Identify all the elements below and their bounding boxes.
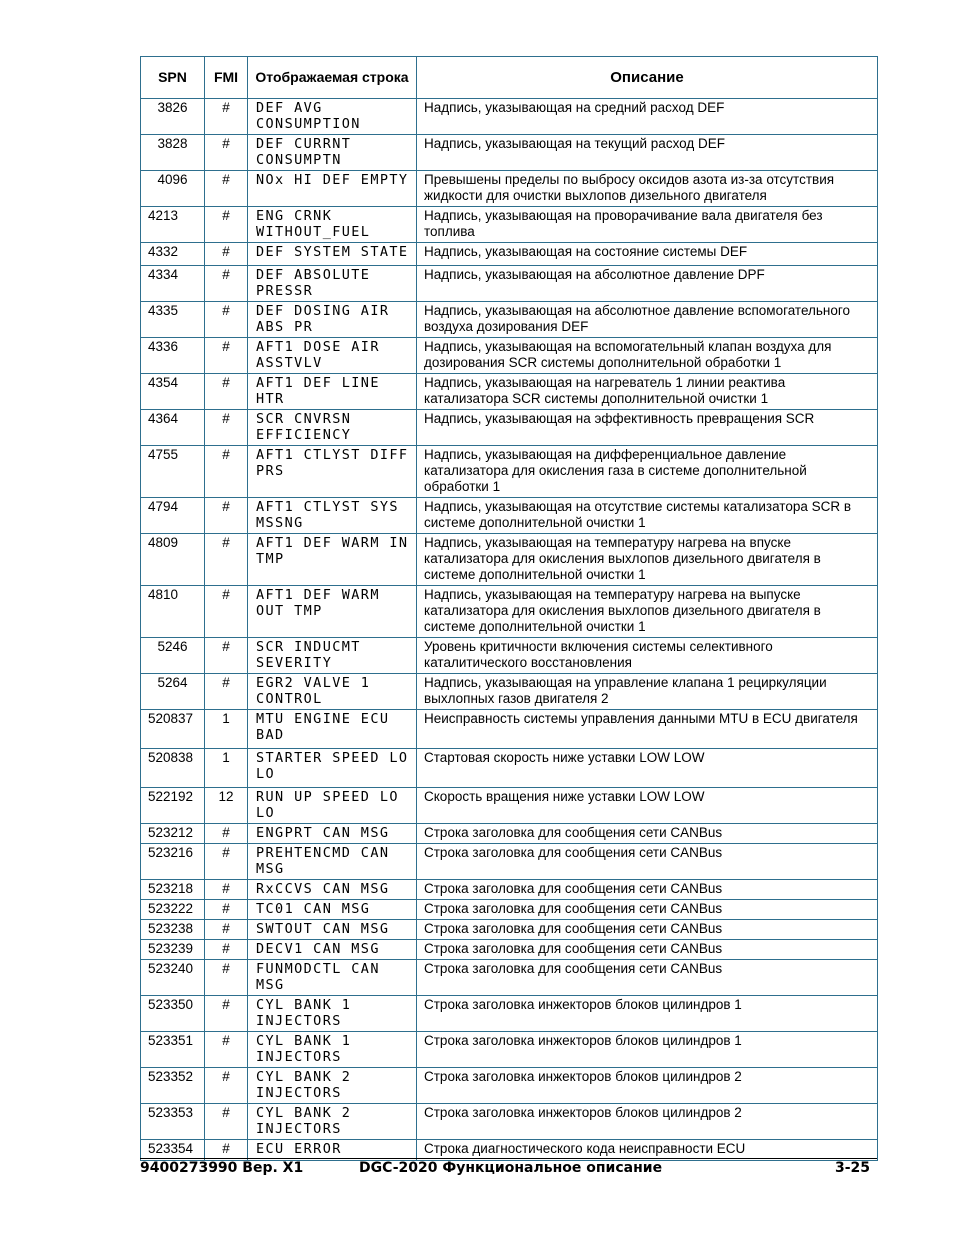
table-body bbox=[141, 99, 878, 1161]
fmi-cell: # bbox=[205, 638, 248, 674]
table-row bbox=[141, 1068, 878, 1104]
spn-cell: 523212 bbox=[141, 824, 205, 844]
table-row bbox=[141, 266, 878, 302]
description-cell: Стартовая скорость ниже уставки LOW LOW bbox=[417, 749, 878, 788]
display-string-cell: DEF AVG CONSUMPTION bbox=[248, 99, 417, 135]
display-string-cell: EGR2 VALVE 1 CONTROL bbox=[248, 674, 417, 710]
display-string-cell: ECU ERROR bbox=[248, 1140, 417, 1161]
display-string-cell: DEF DOSING AIR ABS PR bbox=[248, 302, 417, 338]
spn-cell: 4794 bbox=[141, 498, 205, 534]
display-string-cell: AFT1 DEF LINE HTR bbox=[248, 374, 417, 410]
display-string-cell: ENGPRT CAN MSG bbox=[248, 824, 417, 844]
description-cell: Надпись, указывающая на нагреватель 1 линии реактива катализатора SCR системы дополнительной очистки 1 bbox=[417, 374, 878, 410]
table-row bbox=[141, 880, 878, 900]
table-row bbox=[141, 207, 878, 243]
table-row bbox=[141, 99, 878, 135]
spn-cell: 522192 bbox=[141, 788, 205, 824]
fmi-cell: # bbox=[205, 996, 248, 1032]
table-row bbox=[141, 446, 878, 498]
description-cell: Строка заголовка для сообщения сети CANBus bbox=[417, 880, 878, 900]
spn-cell: 523238 bbox=[141, 920, 205, 940]
description-cell: Строка диагностического кода неисправности ECU bbox=[417, 1140, 878, 1161]
description-cell: Надпись, указывающая на текущий расход DEF bbox=[417, 135, 878, 171]
fmi-cell: # bbox=[205, 410, 248, 446]
display-string-cell: PREHTENCMD CAN MSG bbox=[248, 844, 417, 880]
spn-cell: 4354 bbox=[141, 374, 205, 410]
table-row bbox=[141, 824, 878, 844]
table-row bbox=[141, 374, 878, 410]
display-string-cell: DEF CURRNT CONSUMPTN bbox=[248, 135, 417, 171]
fmi-cell: # bbox=[205, 880, 248, 900]
spn-cell: 5246 bbox=[141, 638, 205, 674]
fmi-cell: # bbox=[205, 498, 248, 534]
display-string-cell: CYL BANK 2 INJECTORS bbox=[248, 1068, 417, 1104]
spn-cell: 523239 bbox=[141, 940, 205, 960]
description-cell: Строка заголовка для сообщения сети CANBus bbox=[417, 940, 878, 960]
spn-cell: 523222 bbox=[141, 900, 205, 920]
display-string-cell: DECV1 CAN MSG bbox=[248, 940, 417, 960]
description-cell: Строка заголовка для сообщения сети CANBus bbox=[417, 824, 878, 844]
description-cell: Надпись, указывающая на абсолютное давление DPF bbox=[417, 266, 878, 302]
table-row bbox=[141, 749, 878, 788]
spn-cell: 523354 bbox=[141, 1140, 205, 1161]
table-row bbox=[141, 996, 878, 1032]
description-cell: Надпись, указывающая на вспомогательный клапан воздуха для дозирования SCR системы дополнительной обработки 1 bbox=[417, 338, 878, 374]
description-cell: Скорость вращения ниже уставки LOW LOW bbox=[417, 788, 878, 824]
fmi-cell: # bbox=[205, 1140, 248, 1161]
table-row bbox=[141, 338, 878, 374]
display-string-cell: FUNMODCTL CAN MSG bbox=[248, 960, 417, 996]
spn-cell: 4810 bbox=[141, 586, 205, 638]
spn-cell: 523351 bbox=[141, 1032, 205, 1068]
display-string-cell: STARTER SPEED LO LO bbox=[248, 749, 417, 788]
spn-cell: 3828 bbox=[141, 135, 205, 171]
spn-cell: 4332 bbox=[141, 243, 205, 266]
fmi-cell: # bbox=[205, 135, 248, 171]
description-cell: Надпись, указывающая на состояние системы DEF bbox=[417, 243, 878, 266]
footer-doc-number: 9400273990 Вер. X1 bbox=[140, 1160, 304, 1176]
fmi-cell: # bbox=[205, 207, 248, 243]
spn-cell: 5264 bbox=[141, 674, 205, 710]
table-row bbox=[141, 940, 878, 960]
description-cell: Строка заголовка для сообщения сети CANBus bbox=[417, 900, 878, 920]
table-row bbox=[141, 960, 878, 996]
description-cell: Неисправность системы управления данными MTU в ECU двигателя bbox=[417, 710, 878, 749]
table-row bbox=[141, 410, 878, 446]
display-string-cell: CYL BANK 2 INJECTORS bbox=[248, 1104, 417, 1140]
table-row bbox=[141, 920, 878, 940]
display-string-cell: DEF ABSOLUTE PRESSR bbox=[248, 266, 417, 302]
description-cell: Превышены пределы по выбросу оксидов азота из-за отсутствия жидкости для очистки выхлопов дизельного двигателя bbox=[417, 171, 878, 207]
display-string-cell: RUN UP SPEED LO LO bbox=[248, 788, 417, 824]
description-cell: Строка заголовка инжекторов блоков цилиндров 2 bbox=[417, 1068, 878, 1104]
table-row bbox=[141, 243, 878, 266]
display-string-cell: CYL BANK 1 INJECTORS bbox=[248, 996, 417, 1032]
spn-cell: 523240 bbox=[141, 960, 205, 996]
table-row bbox=[141, 638, 878, 674]
table-row bbox=[141, 135, 878, 171]
table-row bbox=[141, 1104, 878, 1140]
description-cell: Строка заголовка для сообщения сети CANBus bbox=[417, 844, 878, 880]
description-cell: Надпись, указывающая на дифференциальное давление катализатора для окисления газа в системе дополнительной обработки 1 bbox=[417, 446, 878, 498]
description-cell: Строка заголовка инжекторов блоков цилиндров 1 bbox=[417, 996, 878, 1032]
spn-cell: 523216 bbox=[141, 844, 205, 880]
fmi-cell: # bbox=[205, 243, 248, 266]
display-string-cell: AFT1 DEF WARM OUT TMP bbox=[248, 586, 417, 638]
fmi-cell: # bbox=[205, 824, 248, 844]
display-string-cell: AFT1 CTLYST SYS MSSNG bbox=[248, 498, 417, 534]
header-description: Описание bbox=[417, 57, 878, 99]
display-string-cell: AFT1 DOSE AIR ASSTVLV bbox=[248, 338, 417, 374]
description-cell: Строка заголовка для сообщения сети CANBus bbox=[417, 920, 878, 940]
description-cell: Строка заголовка инжекторов блоков цилиндров 2 bbox=[417, 1104, 878, 1140]
spn-cell: 4809 bbox=[141, 534, 205, 586]
display-string-cell: TC01 CAN MSG bbox=[248, 900, 417, 920]
description-cell: Надпись, указывающая на проворачивание вала двигателя без топлива bbox=[417, 207, 878, 243]
fmi-cell: # bbox=[205, 960, 248, 996]
description-cell: Строка заголовка инжекторов блоков цилиндров 1 bbox=[417, 1032, 878, 1068]
spn-cell: 523350 bbox=[141, 996, 205, 1032]
table-row bbox=[141, 171, 878, 207]
spn-cell: 3826 bbox=[141, 99, 205, 135]
display-string-cell: SWTOUT CAN MSG bbox=[248, 920, 417, 940]
description-cell: Уровень критичности включения системы селективного каталитического восстановления bbox=[417, 638, 878, 674]
fmi-cell: # bbox=[205, 1032, 248, 1068]
fmi-cell: 12 bbox=[205, 788, 248, 824]
table-row bbox=[141, 534, 878, 586]
table-row bbox=[141, 900, 878, 920]
table-row bbox=[141, 1032, 878, 1068]
display-string-cell: SCR INDUCMT SEVERITY bbox=[248, 638, 417, 674]
fmi-cell: # bbox=[205, 1104, 248, 1140]
footer-divider bbox=[140, 1158, 877, 1159]
description-cell: Надпись, указывающая на управление клапана 1 рециркуляции выхлопных газов двигателя 2 bbox=[417, 674, 878, 710]
description-cell: Строка заголовка для сообщения сети CANBus bbox=[417, 960, 878, 996]
display-string-cell: AFT1 DEF WARM IN TMP bbox=[248, 534, 417, 586]
spn-cell: 4364 bbox=[141, 410, 205, 446]
footer-page-number: 3-25 bbox=[834, 1160, 870, 1176]
display-string-cell: ENG CRNK WITHOUT_FUEL bbox=[248, 207, 417, 243]
spn-cell: 523353 bbox=[141, 1104, 205, 1140]
fmi-cell: # bbox=[205, 534, 248, 586]
table-row bbox=[141, 302, 878, 338]
header-display-string: Отображаемая строка bbox=[248, 57, 417, 99]
fmi-cell: # bbox=[205, 940, 248, 960]
fmi-cell: 1 bbox=[205, 749, 248, 788]
table-row bbox=[141, 674, 878, 710]
spn-cell: 523352 bbox=[141, 1068, 205, 1104]
description-cell: Надпись, указывающая на температуру нагрева на впуске катализатора для окисления выхлопов дизельного двигателя в системе дополнительной очистки 1 bbox=[417, 534, 878, 586]
description-cell: Надпись, указывающая на эффективность превращения SCR bbox=[417, 410, 878, 446]
table-row bbox=[141, 710, 878, 749]
fmi-cell: # bbox=[205, 1068, 248, 1104]
description-cell: Надпись, указывающая на средний расход DEF bbox=[417, 99, 878, 135]
table-row bbox=[141, 788, 878, 824]
fmi-cell: # bbox=[205, 99, 248, 135]
display-string-cell: RxCCVS CAN MSG bbox=[248, 880, 417, 900]
display-string-cell: AFT1 CTLYST DIFF PRS bbox=[248, 446, 417, 498]
spn-cell: 4335 bbox=[141, 302, 205, 338]
fmi-cell: # bbox=[205, 374, 248, 410]
fmi-cell: # bbox=[205, 338, 248, 374]
fmi-cell: # bbox=[205, 171, 248, 207]
fmi-cell: # bbox=[205, 302, 248, 338]
spn-cell: 4334 bbox=[141, 266, 205, 302]
fmi-cell: 1 bbox=[205, 710, 248, 749]
spn-cell: 4213 bbox=[141, 207, 205, 243]
spn-cell: 4096 bbox=[141, 171, 205, 207]
header-fmi: FMI bbox=[205, 57, 248, 99]
fmi-cell: # bbox=[205, 266, 248, 302]
spn-cell: 4755 bbox=[141, 446, 205, 498]
description-cell: Надпись, указывающая на отсутствие системы катализатора SCR в системе дополнительной очистки 1 bbox=[417, 498, 878, 534]
fmi-cell: # bbox=[205, 586, 248, 638]
footer-doc-title: DGC-2020 Функциональное описание bbox=[359, 1160, 663, 1176]
display-string-cell: NOx HI DEF EMPTY bbox=[248, 171, 417, 207]
display-string-cell: DEF SYSTEM STATE bbox=[248, 243, 417, 266]
spn-cell: 4336 bbox=[141, 338, 205, 374]
spn-cell: 520837 bbox=[141, 710, 205, 749]
table-row bbox=[141, 844, 878, 880]
spn-cell: 520838 bbox=[141, 749, 205, 788]
spn-table bbox=[140, 56, 878, 1161]
table-header-row bbox=[141, 57, 878, 99]
display-string-cell: CYL BANK 1 INJECTORS bbox=[248, 1032, 417, 1068]
display-string-cell: MTU ENGINE ECU BAD bbox=[248, 710, 417, 749]
fmi-cell: # bbox=[205, 446, 248, 498]
fmi-cell: # bbox=[205, 844, 248, 880]
table-row bbox=[141, 586, 878, 638]
description-cell: Надпись, указывающая на абсолютное давление вспомогательного воздуха дозирования DEF bbox=[417, 302, 878, 338]
spn-cell: 523218 bbox=[141, 880, 205, 900]
fmi-cell: # bbox=[205, 900, 248, 920]
description-cell: Надпись, указывающая на температуру нагрева на выпуске катализатора для окисления выхлопов дизельного двигателя в системе дополнительной очистки 1 bbox=[417, 586, 878, 638]
table-row bbox=[141, 498, 878, 534]
fmi-cell: # bbox=[205, 920, 248, 940]
fmi-cell: # bbox=[205, 674, 248, 710]
display-string-cell: SCR CNVRSN EFFICIENCY bbox=[248, 410, 417, 446]
header-spn: SPN bbox=[141, 57, 205, 99]
